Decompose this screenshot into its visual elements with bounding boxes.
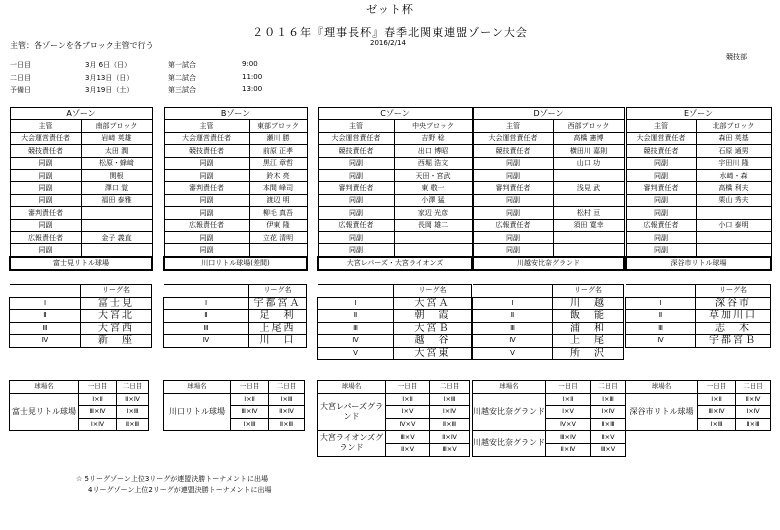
schedule-label: 予備日 [10,86,31,94]
staff-name: 長岡 雄二 [394,219,472,231]
league-number: Ⅲ [473,322,553,335]
match-header: 球場名 [10,381,79,394]
league-header: リーグ名 [553,285,624,298]
staff-name: 西堀 浩文 [394,157,472,169]
match-day1: Ⅱ×Ⅴ [386,443,430,456]
staff-name [81,207,152,219]
staff-role: 審判責任者 [626,182,696,194]
staff-role: 同副 [10,219,81,231]
staff-name: 中央ブロック [394,120,472,132]
department-label: 競技部 [726,53,747,61]
staff-name: 小口 泰明 [696,219,771,231]
league-name: 上 尾 [553,335,624,348]
league-name: 志 木 [696,322,771,335]
match-day1: Ⅰ×Ⅲ [231,418,269,431]
schedule-match: 第一試合 [168,61,196,69]
staff-role: 大会運営責任者 [10,132,81,144]
staff-role: 同副 [473,244,553,257]
staff-table-Dゾーン [472,107,625,271]
staff-table-Bゾーン [163,107,308,271]
staff-name [249,244,307,257]
staff-name: 南部ブロック [81,120,152,132]
match-day1: Ⅱ×Ⅳ [546,443,591,456]
staff-role: 主管 [626,120,696,132]
league-number: Ⅴ [318,347,394,360]
staff-role: 同副 [164,244,249,257]
match-day2: Ⅱ×Ⅲ [269,418,305,431]
staff-name: 出口 博昭 [394,145,472,157]
staff-name: 黒江 章哲 [249,157,307,169]
league-table-Aゾーン [9,284,152,348]
staff-role: 広報責任者 [318,219,394,231]
staff-role: 広報責任者 [10,231,81,243]
league-name: 飯 能 [553,310,624,323]
league-table-Bゾーン [163,284,307,348]
match-day2: Ⅱ×Ⅲ [430,418,470,431]
zone-venue: 富士見リトル球場 [10,257,152,270]
league-header-spacer [473,285,553,298]
staff-role: 同副 [10,244,81,257]
match-day1: Ⅰ×Ⅱ [698,393,736,406]
staff-name: 瀬川 勝 [249,132,307,144]
staff-name: 松村 亘 [553,207,624,219]
league-number: Ⅰ [10,297,81,310]
match-venue: 大宮レパーズグランド [318,393,386,431]
staff-role: 同副 [10,194,81,206]
staff-name [696,231,771,243]
top-title: ゼット杯 [366,3,414,16]
staff-name [81,244,152,257]
staff-role: 同副 [473,207,553,219]
league-header: リーグ名 [394,285,472,298]
staff-name: 北部ブロック [696,120,771,132]
staff-name: 伊東 隆 [249,219,307,231]
match-venue: 大宮ライオンズグランド [318,431,386,456]
league-header-spacer [10,285,81,298]
match-day2: Ⅱ×Ⅳ [117,393,149,406]
schedule-label: 一日目 [10,61,31,69]
note-line: 4リーグゾーン上位2リーグが連盟決勝トーナメントに出場 [88,486,272,494]
match-day1: Ⅰ×Ⅱ [79,393,117,406]
staff-name: 西部ブロック [553,120,624,132]
match-venue: 深谷市リトル球場 [626,393,698,431]
league-header-spacer [318,285,394,298]
league-name: 大宮東 [394,347,472,360]
league-name: 浦 和 [553,322,624,335]
staff-name [553,231,624,243]
staff-role: 同副 [626,207,696,219]
league-name: 大宮北 [81,310,152,323]
match-day1: Ⅲ×Ⅳ [546,431,591,444]
staff-role: 同副 [626,194,696,206]
league-name: 上尾西 [249,322,307,335]
staff-role: 同副 [318,231,394,243]
staff-role: 同副 [626,231,696,243]
staff-role: 競技責任者 [318,145,394,157]
league-name: 深谷市 [696,297,771,310]
league-number: Ⅱ [473,310,553,323]
note-line: ☆ 5リーグゾーン上位3リーグが連盟決勝トーナメントに出場 [76,475,268,483]
schedule-label: 二日目 [10,74,31,82]
match-venue: 川口リトル球場 [164,393,231,431]
league-number: Ⅰ [473,297,553,310]
staff-table-Cゾーン [317,107,473,271]
league-name: 足 利 [249,310,307,323]
league-name: 宇都宮Ｂ [696,335,771,348]
staff-role: 同副 [10,169,81,181]
staff-role: 同副 [473,157,553,169]
match-day2: Ⅰ×Ⅳ [430,406,470,419]
staff-role: 大会運営責任者 [626,132,696,144]
league-name: 宇都宮Ａ [249,297,307,310]
league-number: Ⅲ [318,322,394,335]
league-number: Ⅳ [626,335,696,348]
league-number: Ⅳ [10,335,81,348]
league-name: 大宮西 [81,322,152,335]
staff-table-Eゾーン [625,107,772,271]
match-day2: Ⅱ×Ⅳ [430,431,470,444]
staff-role: 主管 [10,120,81,132]
staff-name: 福田 泰雅 [81,194,152,206]
staff-role: 同副 [318,207,394,219]
staff-role: 主管 [164,120,249,132]
staff-role: 同副 [164,194,249,206]
staff-name [394,231,472,243]
match-table-Eゾーン [625,380,771,431]
zone-title: Aゾーン [10,108,152,120]
league-name: 富士見 [81,297,152,310]
staff-role: 同副 [318,157,394,169]
schedule-match: 第二試合 [168,74,196,82]
match-header: 二日目 [117,381,149,394]
staff-name: 鈴木 亮 [249,169,307,181]
match-day2: Ⅰ×Ⅲ [591,393,626,406]
staff-name [553,169,624,181]
schedule-date: 3月19日（土） [85,86,134,94]
staff-role: 同副 [318,169,394,181]
league-header-spacer [626,285,696,298]
league-number: Ⅴ [473,347,553,360]
staff-role: 同副 [473,169,553,181]
staff-role: 広報責任者 [626,219,696,231]
league-number: Ⅰ [318,297,394,310]
match-header: 一日目 [698,381,736,394]
match-header: 球場名 [626,381,698,394]
zone-title: Bゾーン [164,108,307,120]
staff-role: 大会運営責任者 [164,132,249,144]
zone-title: Eゾーン [626,108,771,120]
match-day2: Ⅰ×Ⅲ [269,393,305,406]
staff-name: 森田 英基 [696,132,771,144]
match-day1: Ⅰ×Ⅴ [386,406,430,419]
staff-role: 主管 [473,120,553,132]
match-day2: Ⅰ×Ⅲ [430,393,470,406]
staff-role: 同副 [164,231,249,243]
staff-name: 宇田川 隆 [696,157,771,169]
league-header-spacer [164,285,249,298]
match-table-Aゾーン [9,380,149,431]
league-number: Ⅲ [10,322,81,335]
match-day1: Ⅰ×Ⅴ [546,406,591,419]
zone-venue: 川口リトル球場(差間) [164,257,307,270]
league-name: 所 沢 [553,347,624,360]
schedule-date: 3月13日（日） [85,74,134,82]
staff-name [553,194,624,206]
staff-name: 家辺 光彦 [394,207,472,219]
match-header: 球場名 [473,381,546,394]
match-header: 一日目 [386,381,430,394]
match-day2: Ⅱ×Ⅴ [591,431,626,444]
staff-name: 天田・宮武 [394,169,472,181]
staff-role: 競技責任者 [10,145,81,157]
zone-venue: 川越安比奈グランド [473,257,624,270]
match-day2: Ⅱ×Ⅲ [591,418,626,431]
schedule-match: 第三試合 [168,86,196,94]
match-header: 二日目 [591,381,626,394]
match-header: 二日目 [269,381,305,394]
staff-role: 同副 [10,182,81,194]
staff-role: 審判責任者 [10,207,81,219]
league-number: Ⅱ [10,310,81,323]
match-day1: Ⅳ×Ⅴ [546,418,591,431]
staff-name: 岩﨑 英雄 [81,132,152,144]
zone-venue: 大宮レパーズ・大宮ライオンズ [318,257,472,270]
staff-name [81,219,152,231]
staff-name: 前原 正孝 [249,145,307,157]
match-day1: Ⅰ×Ⅲ [698,418,736,431]
match-day2: Ⅰ×Ⅳ [591,406,626,419]
match-day1: Ⅰ×Ⅱ [231,393,269,406]
staff-role: 同副 [164,169,249,181]
match-header: 二日目 [736,381,771,394]
league-table-Cゾーン [317,284,472,360]
staff-role: 大会運営責任者 [318,132,394,144]
staff-role: 広報責任者 [164,219,249,231]
match-day1: Ⅲ×Ⅳ [79,406,117,419]
staff-name: 栗山 秀夫 [696,194,771,206]
league-table-Eゾーン [625,284,771,348]
staff-role: 広報責任者 [473,219,553,231]
match-venue: 川越安比奈グランド [473,393,546,431]
staff-name: 須田 寛幸 [553,219,624,231]
league-number: Ⅲ [164,322,249,335]
league-header: リーグ名 [696,285,771,298]
league-number: Ⅰ [164,297,249,310]
league-header: リーグ名 [81,285,152,298]
league-number: Ⅳ [164,335,249,348]
main-title: ２０１６年『理事長杯』春季北関東連盟ゾーン大会 [252,26,528,39]
staff-role: 審判責任者 [318,182,394,194]
league-number: Ⅱ [318,310,394,323]
staff-name [696,207,771,219]
schedule-date: 3月 6日（日） [85,61,132,69]
staff-role: 同副 [473,231,553,243]
staff-role: 審判責任者 [164,182,249,194]
staff-role: 主管 [318,120,394,132]
staff-name: 東部ブロック [249,120,307,132]
league-name: 大宮Ａ [394,297,472,310]
match-day2: Ⅱ×Ⅲ [117,418,149,431]
match-day1: Ⅲ×Ⅴ [386,431,430,444]
staff-name: 柳毛 真吾 [249,207,307,219]
staff-name [394,244,472,257]
league-name: 朝 霞 [394,310,472,323]
zone-title: Dゾーン [473,108,624,120]
staff-name: 小澤 猛 [394,194,472,206]
staff-name: 太田 潤 [81,145,152,157]
staff-name: 金子 義直 [81,231,152,243]
match-table-Cゾーン [317,380,470,457]
staff-role: 同副 [473,194,553,206]
match-table-Bゾーン [163,380,305,431]
match-header: 球場名 [318,381,386,394]
match-day2: Ⅱ×Ⅲ [736,418,771,431]
schedule-time: 11:00 [242,73,263,81]
staff-role: 競技責任者 [626,145,696,157]
staff-name: 渡辺 明 [249,194,307,206]
match-venue: 富士見リトル球場 [10,393,79,431]
league-name: 越 谷 [394,335,472,348]
staff-name [696,244,771,257]
league-name: 川 越 [553,297,624,310]
match-table-Dゾーン [472,380,626,457]
match-day2: Ⅱ×Ⅳ [736,393,771,406]
match-day2: Ⅰ×Ⅳ [736,406,771,419]
staff-name: 水﨑・森 [696,169,771,181]
staff-name: 高橋 憲博 [553,132,624,144]
staff-name: 横田川 嘉則 [553,145,624,157]
staff-name: 立花 清明 [249,231,307,243]
league-name: 大宮Ｂ [394,322,472,335]
staff-role: 同副 [164,157,249,169]
league-header: リーグ名 [249,285,307,298]
league-number: Ⅳ [318,335,394,348]
staff-table-Aゾーン [9,107,153,271]
match-day1: Ⅰ×Ⅱ [546,393,591,406]
staff-role: 大会運営責任者 [473,132,553,144]
match-day2: Ⅲ×Ⅴ [591,443,626,456]
staff-role: 同副 [318,194,394,206]
staff-role: 同副 [626,169,696,181]
staff-name: 松原・蜂﨑 [81,157,152,169]
staff-name: 吉野 稔 [394,132,472,144]
match-day1: Ⅰ×Ⅱ [386,393,430,406]
staff-role: 同副 [318,244,394,257]
staff-role: 同副 [626,244,696,257]
staff-name: 石原 通男 [696,145,771,157]
zone-venue: 深谷市リトル球場 [626,257,771,270]
match-header: 一日目 [79,381,117,394]
match-day1: Ⅲ×Ⅳ [698,406,736,419]
schedule-time: 13:00 [242,85,263,93]
staff-name: 本間 峰司 [249,182,307,194]
staff-name: 浅見 武 [553,182,624,194]
staff-role: 審判責任者 [473,182,553,194]
manager-note: 主管：各ゾーンを各ブロック主管で行う [10,41,154,50]
match-day2: Ⅱ×Ⅳ [269,406,305,419]
league-number: Ⅲ [626,322,696,335]
league-number: Ⅱ [626,310,696,323]
staff-role: 同副 [164,207,249,219]
match-header: 二日目 [430,381,470,394]
match-venue: 川越安比奈グランド [473,431,546,456]
staff-name: 高橋 利夫 [696,182,771,194]
match-header: 一日目 [546,381,591,394]
staff-name: 澤口 覚 [81,182,152,194]
document-date: 2016/2/14 [370,39,406,47]
staff-role: 同副 [626,157,696,169]
staff-name: 山口 功 [553,157,624,169]
league-name: 新 座 [81,335,152,348]
match-header: 球場名 [164,381,231,394]
league-table-Dゾーン [472,284,624,360]
staff-role: 競技責任者 [473,145,553,157]
match-day2: Ⅰ×Ⅲ [117,406,149,419]
staff-role: 同副 [10,157,81,169]
zone-title: Cゾーン [318,108,472,120]
league-name: 草加川口 [696,310,771,323]
match-day2: Ⅲ×Ⅴ [430,443,470,456]
staff-name: 東 敬一 [394,182,472,194]
match-day1: Ⅳ×Ⅴ [386,418,430,431]
match-day1: Ⅲ×Ⅳ [231,406,269,419]
schedule-time: 9:00 [242,60,258,68]
league-number: Ⅳ [473,335,553,348]
league-number: Ⅰ [626,297,696,310]
staff-name: 関根 [81,169,152,181]
staff-name [553,244,624,257]
match-header: 一日目 [231,381,269,394]
staff-role: 競技責任者 [164,145,249,157]
league-name: 川 口 [249,335,307,348]
match-day1: Ⅰ×Ⅳ [79,418,117,431]
league-number: Ⅱ [164,310,249,323]
